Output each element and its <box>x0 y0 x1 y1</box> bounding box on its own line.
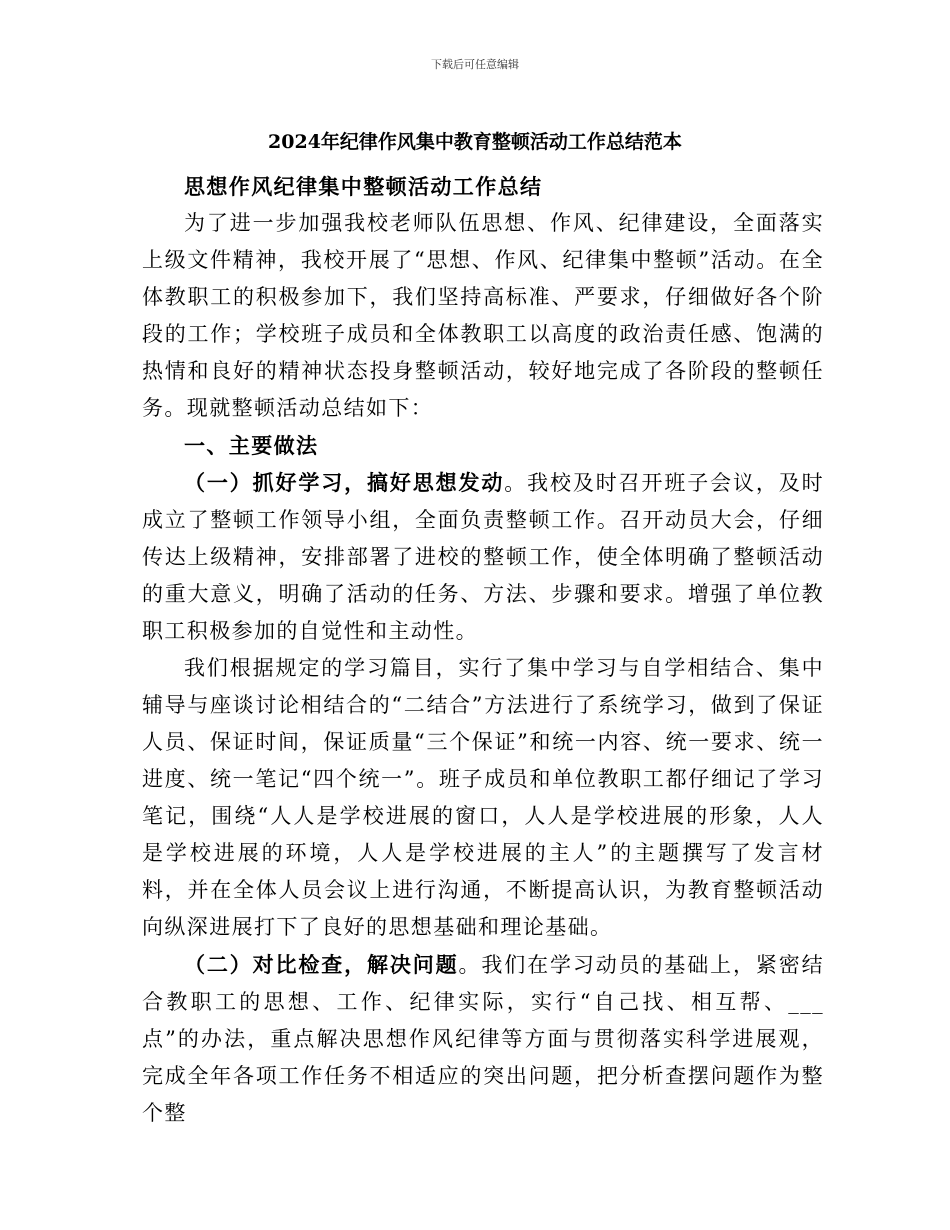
item-2-paragraph <box>142 946 824 1132</box>
item-2-lead: （二）对比检查，解决问题 <box>184 952 459 977</box>
item-1-paragraph <box>142 464 824 650</box>
document-body <box>142 168 824 1132</box>
header-note: 下载后可任意编辑 <box>431 58 519 71</box>
section-heading-1: 一、主要做法 <box>184 433 319 458</box>
study-paragraph: 我们根据规定的学习篇目，实行了集中学习与自学相结合、集中辅导与座谈讨论相结合的“二结合”方法进行了系统学习，做到了保证人员、保证时间，保证质量“三个保证”和统一内容、统一要求、统一进度、统一笔记“四个统一”。班子成员和单位教职工都仔细记了学习笔记，围绕“人人是学校进展的窗口，人人是学校进展的形象，人人是学校进展的环境，人人是学校进展的主人”的主题撰写了发言材料，并在全体人员会议上进行沟通，不断提高认识，为教育整顿活动向纵深进展打下了良好的思想基础和理论基础。 <box>142 656 824 939</box>
document-title: 2024年纪律作风集中教育整顿活动工作总结范本 <box>268 131 682 153</box>
intro-paragraph: 为了进一步加强我校老师队伍思想、作风、纪律建设，全面落实上级文件精神，我校开展了“思想、作风、纪律集中整顿”活动。在全体教职工的积极参加下，我们坚持高标准、严要求，仔细做好各个阶段的工作；学校班子成员和全体教职工以高度的政治责任感、饱满的热情和良好的精神状态投身整顿活动，较好地完成了各阶段的整顿任务。现就整顿活动总结如下： <box>142 211 824 420</box>
item-1-lead: （一）抓好学习，搞好思想发动 <box>184 470 505 495</box>
document-subtitle: 思想作风纪律集中整顿活动工作总结 <box>184 174 543 199</box>
item-1-body: 。我校及时召开班子会议，及时成立了整顿工作领导小组，全面负责整顿工作。召开动员大会，仔细传达上级精神，安排部署了进校的整顿工作，使全体明确了整顿活动的重大意义，明确了活动的任务、方法、步骤和要求。增强了单位教职工积极参加的自觉性和主动性。 <box>142 471 824 643</box>
item-2-body: 。我们在学习动员的基础上，紧密结合教职工的思想、工作、纪律实际，实行“自己找、相互帮、___点”的办法，重点解决思想作风纪律等方面与贯彻落实科学进展观，完成全年各项工作任务不相适应的突出问题，把分析查摆问题作为整个整 <box>142 953 824 1125</box>
